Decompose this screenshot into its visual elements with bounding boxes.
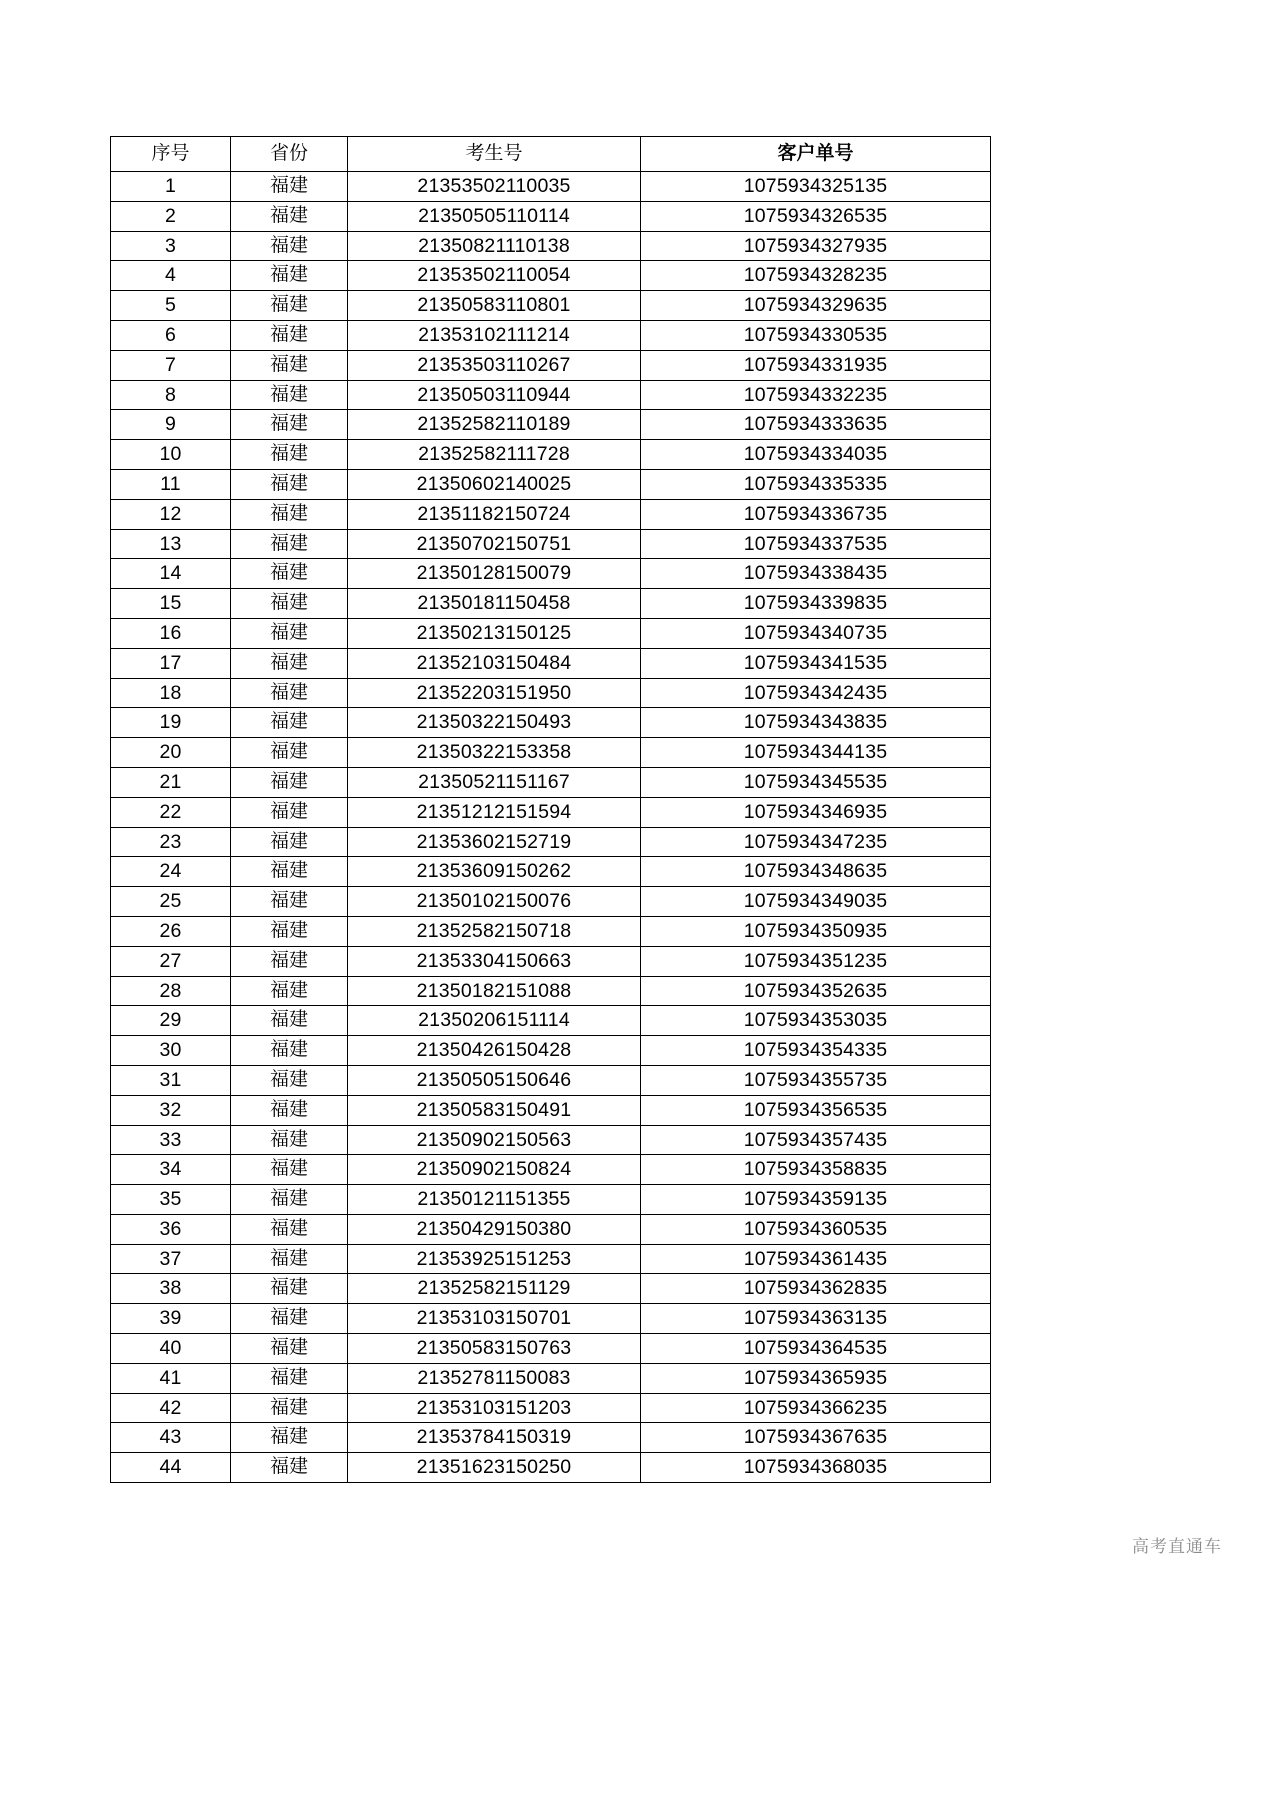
cell-order-no: 1075934361435: [641, 1244, 991, 1274]
cell-exam-no: 21350121151355: [348, 1185, 641, 1215]
cell-order-no: 1075934352635: [641, 976, 991, 1006]
table-row: [111, 1423, 991, 1453]
table-row: [111, 1065, 991, 1095]
cell-province: 福建: [231, 320, 348, 350]
table-row: [111, 678, 991, 708]
table-row: [111, 350, 991, 380]
cell-exam-no: 21350429150380: [348, 1214, 641, 1244]
cell-province: 福建: [231, 738, 348, 768]
watermark-label: 高考直通车: [1132, 1537, 1222, 1556]
cell-province: 福建: [231, 261, 348, 291]
cell-province: 福建: [231, 797, 348, 827]
table-row: [111, 1155, 991, 1185]
table-row: [111, 1036, 991, 1066]
table-row: [111, 1214, 991, 1244]
table-row: [111, 1125, 991, 1155]
cell-index: 31: [111, 1065, 231, 1095]
table-row: [111, 529, 991, 559]
table-row: [111, 767, 991, 797]
cell-province: 福建: [231, 946, 348, 976]
cell-province: 福建: [231, 231, 348, 261]
cell-index: 13: [111, 529, 231, 559]
cell-exam-no: 21352103150484: [348, 648, 641, 678]
cell-index: 41: [111, 1363, 231, 1393]
cell-province: 福建: [231, 589, 348, 619]
cell-index: 43: [111, 1423, 231, 1453]
cell-order-no: 1075934360535: [641, 1214, 991, 1244]
table-row: [111, 738, 991, 768]
cell-order-no: 1075934359135: [641, 1185, 991, 1215]
cell-index: 2: [111, 201, 231, 231]
cell-province: 福建: [231, 350, 348, 380]
cell-index: 18: [111, 678, 231, 708]
cell-province: 福建: [231, 916, 348, 946]
cell-province: 福建: [231, 172, 348, 202]
cell-order-no: 1075934329635: [641, 291, 991, 321]
table-row: [111, 1095, 991, 1125]
cell-index: 7: [111, 350, 231, 380]
cell-order-no: 1075934336735: [641, 499, 991, 529]
cell-exam-no: 21350902150824: [348, 1155, 641, 1185]
cell-order-no: 1075934357435: [641, 1125, 991, 1155]
cell-order-no: 1075934330535: [641, 320, 991, 350]
cell-exam-no: 21351212151594: [348, 797, 641, 827]
table-row: [111, 1244, 991, 1274]
cell-province: 福建: [231, 618, 348, 648]
cell-province: 福建: [231, 529, 348, 559]
table-body: [111, 172, 991, 1483]
cell-province: 福建: [231, 1334, 348, 1364]
cell-index: 6: [111, 320, 231, 350]
cell-order-no: 1075934340735: [641, 618, 991, 648]
cell-order-no: 1075934328235: [641, 261, 991, 291]
cell-province: 福建: [231, 1065, 348, 1095]
cell-index: 35: [111, 1185, 231, 1215]
cell-index: 20: [111, 738, 231, 768]
table-header: [111, 137, 991, 172]
cell-exam-no: 21352582110189: [348, 410, 641, 440]
cell-exam-no: 21351623150250: [348, 1453, 641, 1483]
cell-exam-no: 21350583110801: [348, 291, 641, 321]
cell-province: 福建: [231, 1095, 348, 1125]
cell-exam-no: 21350521151167: [348, 767, 641, 797]
cell-order-no: 1075934355735: [641, 1065, 991, 1095]
cell-order-no: 1075934365935: [641, 1363, 991, 1393]
cell-index: 3: [111, 231, 231, 261]
cell-exam-no: 21350322153358: [348, 738, 641, 768]
cell-index: 15: [111, 589, 231, 619]
table-row: [111, 708, 991, 738]
table-row: [111, 559, 991, 589]
cell-index: 21: [111, 767, 231, 797]
cell-index: 14: [111, 559, 231, 589]
table-row: [111, 857, 991, 887]
cell-exam-no: 21353602152719: [348, 827, 641, 857]
cell-order-no: 1075934348635: [641, 857, 991, 887]
cell-exam-no: 21350322150493: [348, 708, 641, 738]
table-row: [111, 469, 991, 499]
cell-exam-no: 21350902150563: [348, 1125, 641, 1155]
cell-exam-no: 21352203151950: [348, 678, 641, 708]
cell-exam-no: 21353503110267: [348, 350, 641, 380]
cell-order-no: 1075934337535: [641, 529, 991, 559]
cell-index: 42: [111, 1393, 231, 1423]
column-header-index: 序号: [111, 137, 231, 172]
cell-index: 34: [111, 1155, 231, 1185]
table-row: [111, 380, 991, 410]
cell-order-no: 1075934333635: [641, 410, 991, 440]
cell-index: 36: [111, 1214, 231, 1244]
table-row: [111, 1393, 991, 1423]
cell-index: 22: [111, 797, 231, 827]
cell-exam-no: 21350206151114: [348, 1006, 641, 1036]
cell-exam-no: 21352582150718: [348, 916, 641, 946]
cell-province: 福建: [231, 1155, 348, 1185]
table-row: [111, 916, 991, 946]
cell-exam-no: 21350181150458: [348, 589, 641, 619]
cell-exam-no: 21353103151203: [348, 1393, 641, 1423]
cell-exam-no: 21350602140025: [348, 469, 641, 499]
cell-order-no: 1075934342435: [641, 678, 991, 708]
cell-order-no: 1075934339835: [641, 589, 991, 619]
table-row: [111, 440, 991, 470]
cell-index: 44: [111, 1453, 231, 1483]
cell-order-no: 1075934327935: [641, 231, 991, 261]
cell-province: 福建: [231, 380, 348, 410]
table-row: [111, 976, 991, 1006]
column-header-exam-no: 考生号: [348, 137, 641, 172]
table-row: [111, 797, 991, 827]
table-row: [111, 648, 991, 678]
cell-exam-no: 21353502110035: [348, 172, 641, 202]
cell-index: 32: [111, 1095, 231, 1125]
cell-province: 福建: [231, 1453, 348, 1483]
cell-province: 福建: [231, 1125, 348, 1155]
cell-exam-no: 21350821110138: [348, 231, 641, 261]
table-row: [111, 231, 991, 261]
cell-index: 39: [111, 1304, 231, 1334]
cell-order-no: 1075934326535: [641, 201, 991, 231]
cell-exam-no: 21353502110054: [348, 261, 641, 291]
cell-province: 福建: [231, 410, 348, 440]
table-header-row: [111, 137, 991, 172]
table-row: [111, 887, 991, 917]
cell-index: 12: [111, 499, 231, 529]
table-row: [111, 320, 991, 350]
cell-province: 福建: [231, 1036, 348, 1066]
table-row: [111, 1304, 991, 1334]
cell-order-no: 1075934354335: [641, 1036, 991, 1066]
cell-index: 5: [111, 291, 231, 321]
cell-exam-no: 21351182150724: [348, 499, 641, 529]
cell-order-no: 1075934356535: [641, 1095, 991, 1125]
cell-province: 福建: [231, 708, 348, 738]
column-header-order-no: 客户单号: [641, 137, 991, 172]
cell-order-no: 1075934325135: [641, 172, 991, 202]
cell-exam-no: 21353304150663: [348, 946, 641, 976]
cell-province: 福建: [231, 1274, 348, 1304]
cell-order-no: 1075934358835: [641, 1155, 991, 1185]
cell-province: 福建: [231, 1185, 348, 1215]
cell-exam-no: 21350102150076: [348, 887, 641, 917]
cell-province: 福建: [231, 201, 348, 231]
table-row: [111, 946, 991, 976]
cell-index: 9: [111, 410, 231, 440]
cell-order-no: 1075934366235: [641, 1393, 991, 1423]
cell-exam-no: 21352582111728: [348, 440, 641, 470]
cell-index: 19: [111, 708, 231, 738]
cell-order-no: 1075934351235: [641, 946, 991, 976]
cell-index: 40: [111, 1334, 231, 1364]
cell-province: 福建: [231, 1393, 348, 1423]
cell-index: 4: [111, 261, 231, 291]
cell-exam-no: 21350505110114: [348, 201, 641, 231]
cell-province: 福建: [231, 440, 348, 470]
cell-exam-no: 21350583150491: [348, 1095, 641, 1125]
cell-order-no: 1075934344135: [641, 738, 991, 768]
cell-order-no: 1075934334035: [641, 440, 991, 470]
table-row: [111, 499, 991, 529]
table-row: [111, 172, 991, 202]
cell-province: 福建: [231, 1214, 348, 1244]
cell-exam-no: 21352781150083: [348, 1363, 641, 1393]
cell-province: 福建: [231, 1244, 348, 1274]
cell-exam-no: 21353103150701: [348, 1304, 641, 1334]
table-row: [111, 1363, 991, 1393]
cell-order-no: 1075934353035: [641, 1006, 991, 1036]
cell-exam-no: 21350128150079: [348, 559, 641, 589]
cell-index: 11: [111, 469, 231, 499]
table-row: [111, 1274, 991, 1304]
cell-exam-no: 21350503110944: [348, 380, 641, 410]
cell-index: 25: [111, 887, 231, 917]
column-header-province: 省份: [231, 137, 348, 172]
cell-order-no: 1075934350935: [641, 916, 991, 946]
cell-index: 23: [111, 827, 231, 857]
cell-index: 1: [111, 172, 231, 202]
cell-order-no: 1075934347235: [641, 827, 991, 857]
cell-index: 28: [111, 976, 231, 1006]
cell-province: 福建: [231, 767, 348, 797]
table-row: [111, 618, 991, 648]
cell-exam-no: 21350702150751: [348, 529, 641, 559]
cell-order-no: 1075934343835: [641, 708, 991, 738]
cell-province: 福建: [231, 1006, 348, 1036]
cell-order-no: 1075934331935: [641, 350, 991, 380]
cell-index: 38: [111, 1274, 231, 1304]
cell-province: 福建: [231, 976, 348, 1006]
cell-province: 福建: [231, 678, 348, 708]
cell-province: 福建: [231, 1304, 348, 1334]
cell-order-no: 1075934335335: [641, 469, 991, 499]
cell-index: 29: [111, 1006, 231, 1036]
cell-exam-no: 21350583150763: [348, 1334, 641, 1364]
cell-exam-no: 21350213150125: [348, 618, 641, 648]
table-row: [111, 827, 991, 857]
cell-exam-no: 21353609150262: [348, 857, 641, 887]
cell-province: 福建: [231, 499, 348, 529]
cell-province: 福建: [231, 857, 348, 887]
cell-index: 37: [111, 1244, 231, 1274]
cell-order-no: 1075934367635: [641, 1423, 991, 1453]
table-row: [111, 1334, 991, 1364]
cell-index: 8: [111, 380, 231, 410]
table-row: [111, 291, 991, 321]
cell-order-no: 1075934362835: [641, 1274, 991, 1304]
candidate-order-table: [110, 136, 991, 1483]
cell-province: 福建: [231, 827, 348, 857]
table-row: [111, 589, 991, 619]
cell-order-no: 1075934338435: [641, 559, 991, 589]
cell-order-no: 1075934349035: [641, 887, 991, 917]
cell-order-no: 1075934363135: [641, 1304, 991, 1334]
cell-index: 16: [111, 618, 231, 648]
table-row: [111, 1006, 991, 1036]
cell-index: 27: [111, 946, 231, 976]
table-row: [111, 1453, 991, 1483]
cell-province: 福建: [231, 1363, 348, 1393]
cell-order-no: 1075934332235: [641, 380, 991, 410]
table-row: [111, 1185, 991, 1215]
cell-index: 24: [111, 857, 231, 887]
cell-province: 福建: [231, 559, 348, 589]
table-row: [111, 201, 991, 231]
cell-province: 福建: [231, 469, 348, 499]
cell-index: 26: [111, 916, 231, 946]
table-row: [111, 410, 991, 440]
cell-exam-no: 21350505150646: [348, 1065, 641, 1095]
cell-province: 福建: [231, 887, 348, 917]
cell-exam-no: 21353784150319: [348, 1423, 641, 1453]
cell-province: 福建: [231, 1423, 348, 1453]
cell-index: 30: [111, 1036, 231, 1066]
cell-index: 10: [111, 440, 231, 470]
cell-order-no: 1075934346935: [641, 797, 991, 827]
cell-province: 福建: [231, 648, 348, 678]
cell-exam-no: 21350426150428: [348, 1036, 641, 1066]
cell-order-no: 1075934368035: [641, 1453, 991, 1483]
cell-exam-no: 21350182151088: [348, 976, 641, 1006]
cell-order-no: 1075934345535: [641, 767, 991, 797]
cell-index: 17: [111, 648, 231, 678]
cell-exam-no: 21353102111214: [348, 320, 641, 350]
cell-province: 福建: [231, 291, 348, 321]
candidate-order-table-container: [110, 136, 990, 1483]
cell-exam-no: 21353925151253: [348, 1244, 641, 1274]
cell-order-no: 1075934364535: [641, 1334, 991, 1364]
cell-exam-no: 21352582151129: [348, 1274, 641, 1304]
cell-order-no: 1075934341535: [641, 648, 991, 678]
table-row: [111, 261, 991, 291]
cell-index: 33: [111, 1125, 231, 1155]
